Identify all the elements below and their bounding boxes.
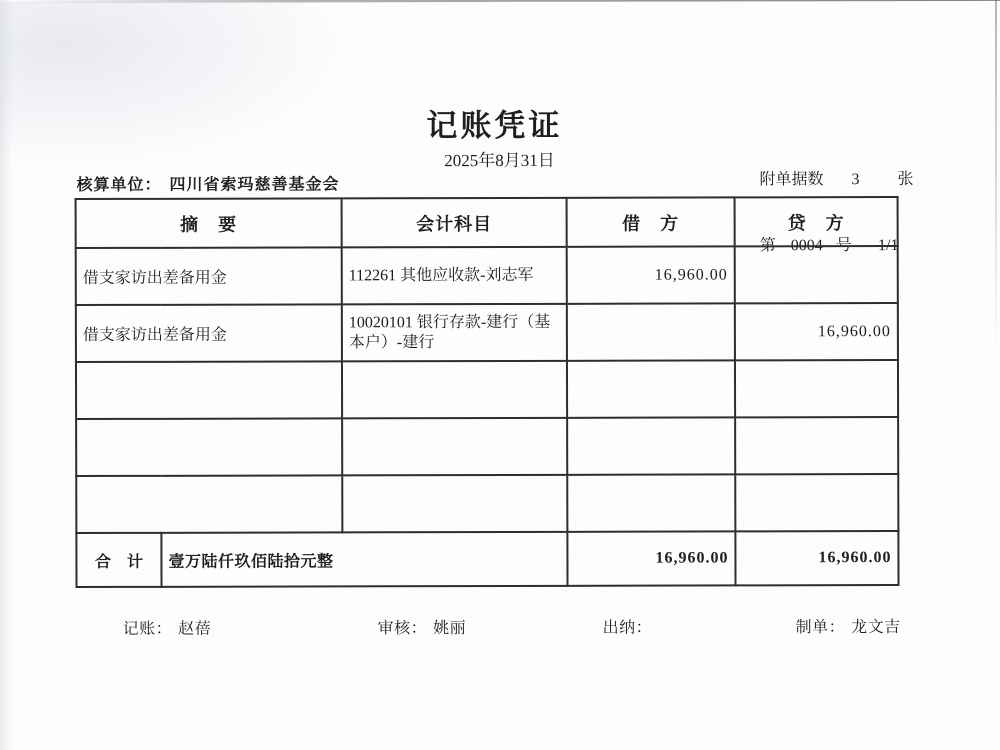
bookkeeper-label: 记账： [122,620,173,638]
reviewer-name: 姚丽 [433,620,467,638]
credit-cell [735,246,898,303]
preparer-label: 制单： [795,619,846,637]
total-debit: 16,960.00 [567,531,735,585]
signature-row [1,596,1000,638]
preparer-name: 龙文吉 [851,619,901,637]
preparer-signature [760,596,901,655]
cashier-signature [567,597,659,656]
debit-cell [567,417,735,474]
reviewer-label: 审核： [377,620,428,638]
reviewer-signature [342,597,467,656]
accounting-unit-label: 核算单位： [76,176,162,195]
table-row [76,360,898,419]
voucher-title: 记账凭证 [426,107,563,144]
summary-cell [76,418,342,476]
total-label: 合 计 [76,533,161,587]
summary-cell: 借支家访出差备用金 [76,247,342,305]
account-cell [342,418,567,476]
attachment-count: 3 [851,171,860,189]
account-cell: 10020101 银行存款-建行（基本户）-建行 [342,304,567,362]
voucher-number-prefix: 第 [759,237,776,255]
table-row [76,474,898,533]
debit-cell [567,474,735,531]
credit-cell: 16,960.00 [735,303,898,360]
credit-cell [735,474,898,531]
cashier-label: 出纳： [602,619,653,637]
debit-cell: 16,960.00 [567,246,735,303]
accounting-unit-name: 四川省索玛慈善基金会 [169,176,340,194]
credit-cell [735,360,898,417]
bookkeeper-signature [87,598,212,657]
attachment-label: 附单据数 [759,171,824,189]
table-row [76,246,898,305]
table-header-row [76,197,898,248]
header-debit: 借 方 [567,197,735,246]
summary-cell: 借支家访出差备用金 [76,304,342,362]
voucher-number-value: 0004 [790,237,823,255]
voucher-table [75,196,900,588]
table-total-row [76,531,898,587]
account-cell [342,475,567,533]
voucher-page-indicator: 1/1 [878,237,899,255]
summary-cell [76,475,342,533]
voucher-date: 2025年8月31日 [444,150,555,171]
account-cell [342,361,567,419]
account-cell: 112261 其他应收款-刘志军 [342,247,567,305]
debit-cell [567,360,735,417]
accounting-unit-line [77,171,340,195]
credit-cell [735,417,898,474]
header-credit: 贷 方 [735,197,898,246]
attachment-unit: 张 [897,170,914,189]
voucher-number-suffix: 号- [835,237,858,255]
header-summary: 摘 要 [76,198,342,248]
table-row [76,303,898,362]
total-credit: 16,960.00 [735,531,898,585]
summary-cell [76,361,342,419]
table-row [76,417,898,476]
bookkeeper-name: 赵蓓 [178,620,212,638]
debit-cell [567,303,735,360]
total-amount-in-words: 壹万陆仟玖佰陆拾元整 [161,532,567,587]
header-account: 会计科目 [342,198,567,248]
